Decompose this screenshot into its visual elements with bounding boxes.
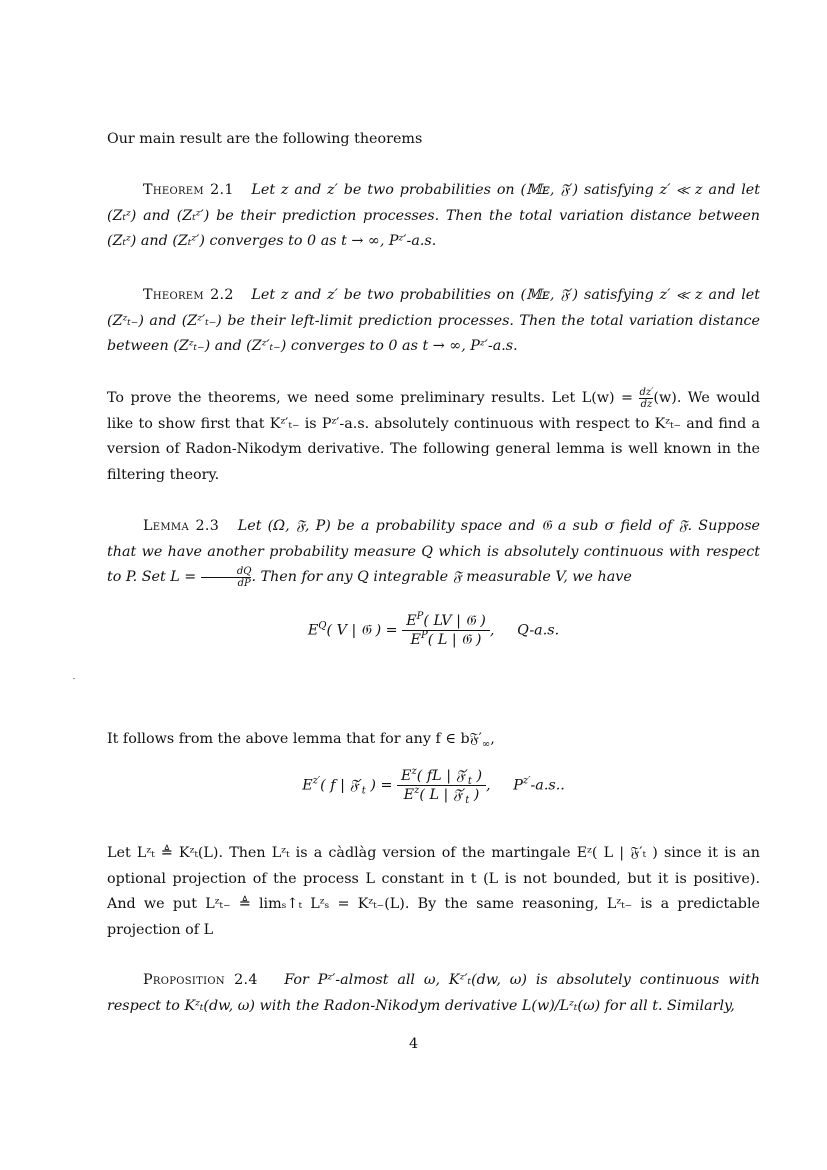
eq2-num-arg: ( fL | 𝔉′	[416, 768, 468, 784]
preliminary-paragraph	[107, 386, 760, 488]
eq2-lhs-sub: t	[361, 785, 366, 797]
theorem-2-1-text: Let z and z′ be two probabilities on (𝕄ᴇ, 𝔉′) satisfying z′ ≪ z and let (Zₜᶻ) and (Zₜᶻ′) be their prediction processes. Then the total variation distance between (Zₜᶻ) and (Zₜᶻ′) converges to 0 as t → ∞, Pᶻ′-a.s.	[107, 182, 760, 249]
eq2-lhs-sup: z′	[312, 775, 321, 787]
follows-paragraph	[107, 727, 760, 753]
prelim-frac-num: dz′	[639, 386, 654, 398]
eq1-tail: , Q-a.s.	[489, 622, 560, 639]
lemma-text-1: Let (Ω, 𝔉, P) be a probability space and 𝔊 a sub σ field of 𝔉. Suppose that we have another probability measure Q which is absolutely continuous with respect to P. Set L =	[107, 518, 760, 585]
page-number: 4	[408, 1036, 419, 1052]
eq2-den-arg: ( L | 𝔉′	[419, 787, 466, 803]
proposition-2-4-text: For Pᶻ′-almost all ω, Kᶻ′ₜ(dw, ω) is absolutely continuous with respect to Kᶻₜ(dw, ω) with the Radon-Nikodym derivative L(w)/Lᶻₜ(ω) for all t. Similarly,	[107, 972, 760, 1014]
eq2-num-sup: z	[411, 766, 417, 778]
eq2-fraction	[397, 766, 486, 806]
eq2-den-e: E	[403, 787, 415, 803]
proposition-2-4-label: Proposition 2.4	[143, 972, 258, 988]
eq2-lhs-close: ) =	[365, 777, 393, 794]
eq1-den-e: E	[410, 632, 421, 648]
eq2-num-close: )	[471, 768, 483, 784]
eq1-lhs-arg: ( V | 𝔊 ) =	[326, 622, 398, 639]
eq2-tail-sup: z′	[522, 775, 531, 787]
follows-tail: ,	[490, 731, 495, 747]
eq2-den-sub: t	[465, 794, 470, 806]
eq2-lhs: E	[302, 777, 313, 794]
lemma-text-2: . Then for any Q integrable 𝔉 measurable V, we have	[251, 569, 632, 585]
prelim-text-2: (w). We would like to show first that Kᶻ′ₜ₋ is Pᶻ′-a.s. absolutely continuous with respect to Kᶻₜ₋ and find a version of Radon-Nikodym derivative. The following general lemma is well known in the filtering theory.	[107, 390, 760, 483]
eq1-den-sup: P	[420, 630, 428, 642]
prelim-fraction	[639, 387, 653, 410]
follows-text: It follows from the above lemma that for any f ∈ b𝔉′	[107, 731, 482, 747]
eq1-num-arg: ( LV | 𝔊 )	[423, 613, 486, 629]
lemma-equation	[107, 613, 760, 648]
eq1-den-arg: ( L | 𝔊 )	[427, 632, 482, 648]
eq2-tail: , P	[486, 777, 523, 794]
eq1-lhs-sup: Q	[318, 620, 327, 632]
eq1-num-sup: P	[416, 611, 424, 623]
eq2-lhs-arg: ( f | 𝔉′	[320, 777, 362, 794]
eq1-numerator	[402, 613, 490, 631]
eq2-tail-end: -a.s..	[530, 777, 565, 794]
eq2-numerator	[397, 768, 486, 786]
lemma-frac-num: dQ	[201, 566, 252, 578]
theorem-2-1	[107, 178, 760, 255]
eq2-num-e: E	[401, 768, 412, 784]
prelim-frac-den: dz	[640, 398, 653, 410]
theorem-2-1-label: Theorem 2.1	[143, 182, 234, 198]
theorem-2-2-label: Theorem 2.2	[143, 287, 234, 303]
prelim-text-1: To prove the theorems, we need some preliminary results. Let L(w) =	[107, 390, 640, 406]
margin-tick	[73, 678, 75, 679]
eq1-fraction	[402, 613, 490, 648]
follows-equation	[107, 766, 760, 806]
lemma-fraction	[201, 566, 252, 589]
eq2-den-sup: z	[414, 785, 420, 797]
eq1-num-e: E	[406, 613, 417, 629]
proposition-2-4	[107, 968, 760, 1019]
lemma-2-3	[107, 514, 760, 591]
eq1-denominator	[402, 631, 490, 648]
eq2-denominator	[397, 785, 486, 806]
lemma-2-3-label: Lemma 2.3	[143, 518, 220, 534]
eq2-den-close: )	[469, 787, 480, 803]
theorem-2-2-text: Let z and z′ be two probabilities on (𝕄ᴇ, 𝔉′) satisfying z′ ≪ z and let (Zᶻₜ₋) and (Zᶻ′ₜ₋) be their left-limit prediction processes. Then the total variation distance between (Zᶻₜ₋) and (Zᶻ′ₜ₋) converges to 0 as t → ∞, Pᶻ′-a.s.	[107, 287, 760, 354]
lemma-frac-den: dP	[237, 577, 251, 589]
eq2-num-sub: t	[467, 775, 472, 787]
follows-sub: ∞	[481, 738, 491, 750]
theorem-2-2	[107, 283, 760, 360]
definition-paragraph: Let Lᶻₜ ≜ Kᶻₜ(L). Then Lᶻₜ is a càdlàg version of the martingale Eᶻ( L | 𝔉′ₜ ) since it is an optional projection of the process L constant in t (L is not bounded, but it is positive). And we put Lᶻₜ₋ ≜ limₛ↑ₜ Lᶻₛ = Kᶻₜ₋(L). By the same reasoning, Lᶻₜ₋ is a predictable projection of L	[107, 845, 760, 938]
intro-paragraph: Our main result are the following theorems	[107, 131, 423, 147]
eq1-lhs: E	[307, 622, 319, 639]
